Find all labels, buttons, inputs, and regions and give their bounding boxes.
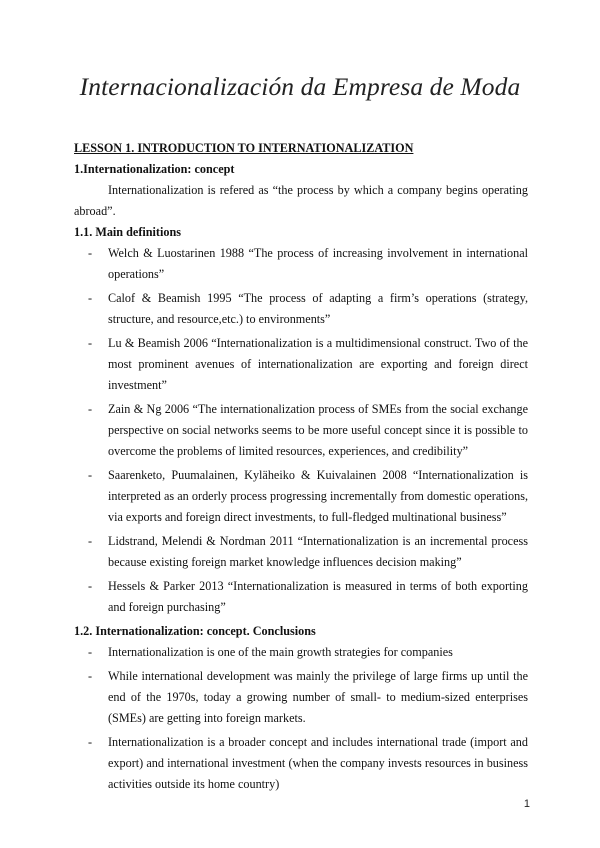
concept-paragraph: Internationalization is refered as “the process by which a company begins operating abroad”. — [74, 183, 528, 218]
list-item: - Lidstrand, Melendi & Nordman 2011 “Internationalization is an incremental process because existing foreign market knowledge influences decision making” — [74, 531, 528, 573]
lesson-heading: LESSON 1. INTRODUCTION TO INTERNATIONALIZATION — [74, 141, 414, 155]
conclusions-list — [74, 642, 528, 795]
page-number: 1 — [523, 798, 530, 810]
list-item: - Hessels & Parker 2013 “Internationalization is measured in terms of both exporting and foreign purchasing” — [74, 576, 528, 618]
document-body — [74, 138, 528, 798]
list-item: - Internationalization is a broader concept and includes international trade (import and export) and international investment (when the company invests resources in business activities outside its home country) — [74, 732, 528, 795]
list-item: - Saarenketo, Puumalainen, Kyläheiko & Kuivalainen 2008 “Internationalization is interpreted as an orderly process progressing incrementally from domestic operations, via exports and foreign direct investments, to full-fledged multinational business” — [74, 465, 528, 528]
list-item: - Welch & Luostarinen 1988 “The process of increasing involvement in international operations” — [74, 243, 528, 285]
list-item: - Internationalization is one of the main growth strategies for companies — [74, 642, 528, 663]
list-item: - Calof & Beamish 1995 “The process of adapting a firm’s operations (strategy, structure, and resource,etc.) to environments” — [74, 288, 528, 330]
list-item: - Zain & Ng 2006 “The internationalization process of SMEs from the social exchange perspective on social networks seems to be more useful concept since it is possible to overcome the problems of limited resources, experiences, and credibility” — [74, 399, 528, 462]
section-heading-conclusions: 1.2. Internationalization: concept. Conclusions — [74, 624, 316, 638]
list-item: - While international development was mainly the privilege of large firms up until the end of the 1970s, today a growing number of small- to medium-sized enterprises (SMEs) are getting into foreign markets. — [74, 666, 528, 729]
section-heading-concept: 1.Internationalization: concept — [74, 162, 235, 176]
list-item: - Lu & Beamish 2006 “Internationalization is a multidimensional construct. Two of the most prominent avenues of internationalization are exporting and foreign direct investment” — [74, 333, 528, 396]
section-heading-main-definitions: 1.1. Main definitions — [74, 225, 181, 239]
document-title: Internacionalización da Empresa de Moda — [79, 72, 521, 101]
definitions-list — [74, 243, 528, 618]
